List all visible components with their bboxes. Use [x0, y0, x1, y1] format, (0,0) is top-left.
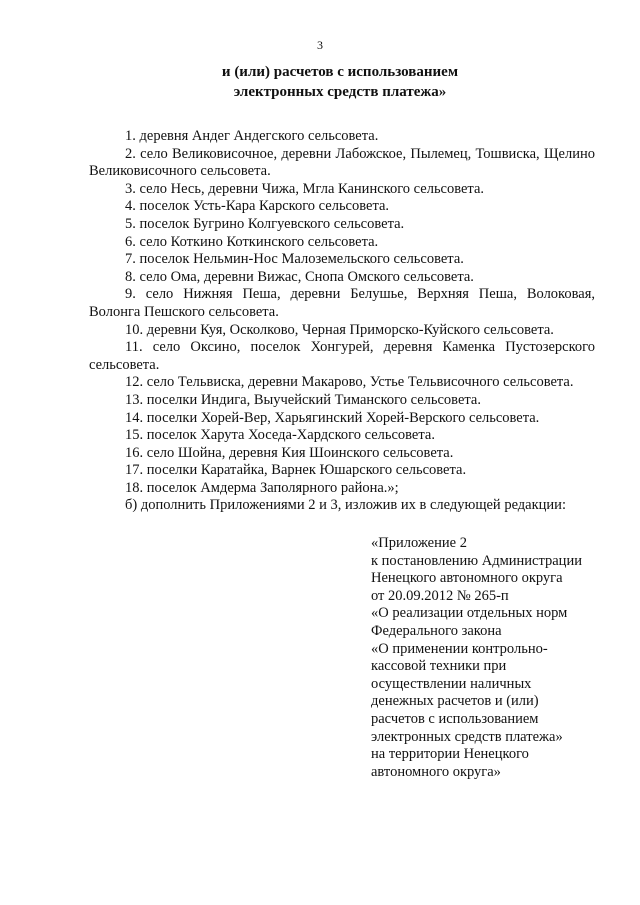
appendix-line: Федерального закона: [371, 622, 502, 639]
appendix-line: автономного округа»: [371, 763, 501, 780]
page-number: 3: [317, 38, 323, 52]
appendix-line: кассовой техники при: [371, 658, 507, 675]
list-item: 7. поселок Нельмин-Нос Малоземельского сельсовета.: [125, 251, 464, 268]
list-item: 11. село Оксино, поселок Хонгурей, деревня Каменка Пустозерского сельсовета.: [89, 339, 595, 373]
amendment-paragraph: б) дополнить Приложениями 2 и 3, изложив их в следующей редакции:: [125, 497, 566, 514]
list-item: 15. поселок Харута Хоседа-Хардского сельсовета.: [125, 427, 435, 444]
list-item: 12. село Тельвиска, деревни Макарово, Устье Тельвисочного сельсовета.: [125, 374, 574, 391]
appendix-line: на территории Ненецкого: [371, 746, 529, 763]
settlement-list: [89, 128, 595, 515]
appendix-line: к постановлению Администрации: [371, 552, 582, 569]
list-item: 13. поселки Индига, Выучейский Тиманского сельсовета.: [125, 391, 481, 408]
appendix-line: электронных средств платежа»: [371, 728, 563, 745]
list-item: 10. деревни Куя, Осколково, Черная Приморско-Куйского сельсовета.: [125, 321, 554, 338]
list-item: 17. поселки Каратайка, Варнек Юшарского сельсовета.: [125, 462, 467, 479]
list-item: 4. поселок Усть-Кара Карского сельсовета.: [125, 198, 390, 215]
appendix-line: Ненецкого автономного округа: [371, 570, 563, 587]
appendix-line: денежных расчетов и (или): [371, 693, 539, 710]
appendix-line: расчетов с использованием: [371, 710, 539, 727]
list-item: 3. село Несь, деревни Чижа, Мгла Канинского сельсовета.: [125, 180, 485, 197]
heading-line-2: электронных средств платежа»: [233, 84, 447, 100]
appendix-line: «О применении контрольно-: [371, 640, 548, 657]
list-item: 16. село Шойна, деревня Кия Шоинского сельсовета.: [125, 444, 454, 461]
appendix-line: от 20.09.2012 № 265-п: [371, 587, 509, 604]
heading-line-1: и (или) расчетов с использованием: [221, 64, 459, 80]
appendix-line: осуществлении наличных: [371, 675, 532, 692]
list-item: 6. село Коткино Коткинского сельсовета.: [125, 233, 379, 250]
list-item: 5. поселок Бугрино Колгуевского сельсовета.: [125, 215, 405, 232]
list-item: 18. поселок Амдерма Заполярного района.»;: [125, 479, 399, 496]
list-item: 9. село Нижняя Пеша, деревни Белушье, Верхняя Пеша, Волоковая, Волонга Пешского сельсовета.: [89, 286, 595, 320]
list-item: 14. поселки Хорей-Вер, Харьягинский Хорей-Верского сельсовета.: [125, 409, 540, 426]
list-item: 2. село Великовисочное, деревни Лабожское, Пылемец, Тошвиска, Щелино Великовисочного сельсовета.: [89, 145, 595, 180]
list-item: 1. деревня Андег Андегского сельсовета.: [125, 128, 379, 144]
appendix-header: [371, 535, 601, 781]
list-item: 8. село Ома, деревни Вижас, Снопа Омского сельсовета.: [125, 268, 474, 285]
section-heading: [0, 62, 640, 102]
appendix-line: «О реализации отдельных норм: [371, 605, 568, 622]
appendix-line: «Приложение 2: [371, 535, 467, 551]
